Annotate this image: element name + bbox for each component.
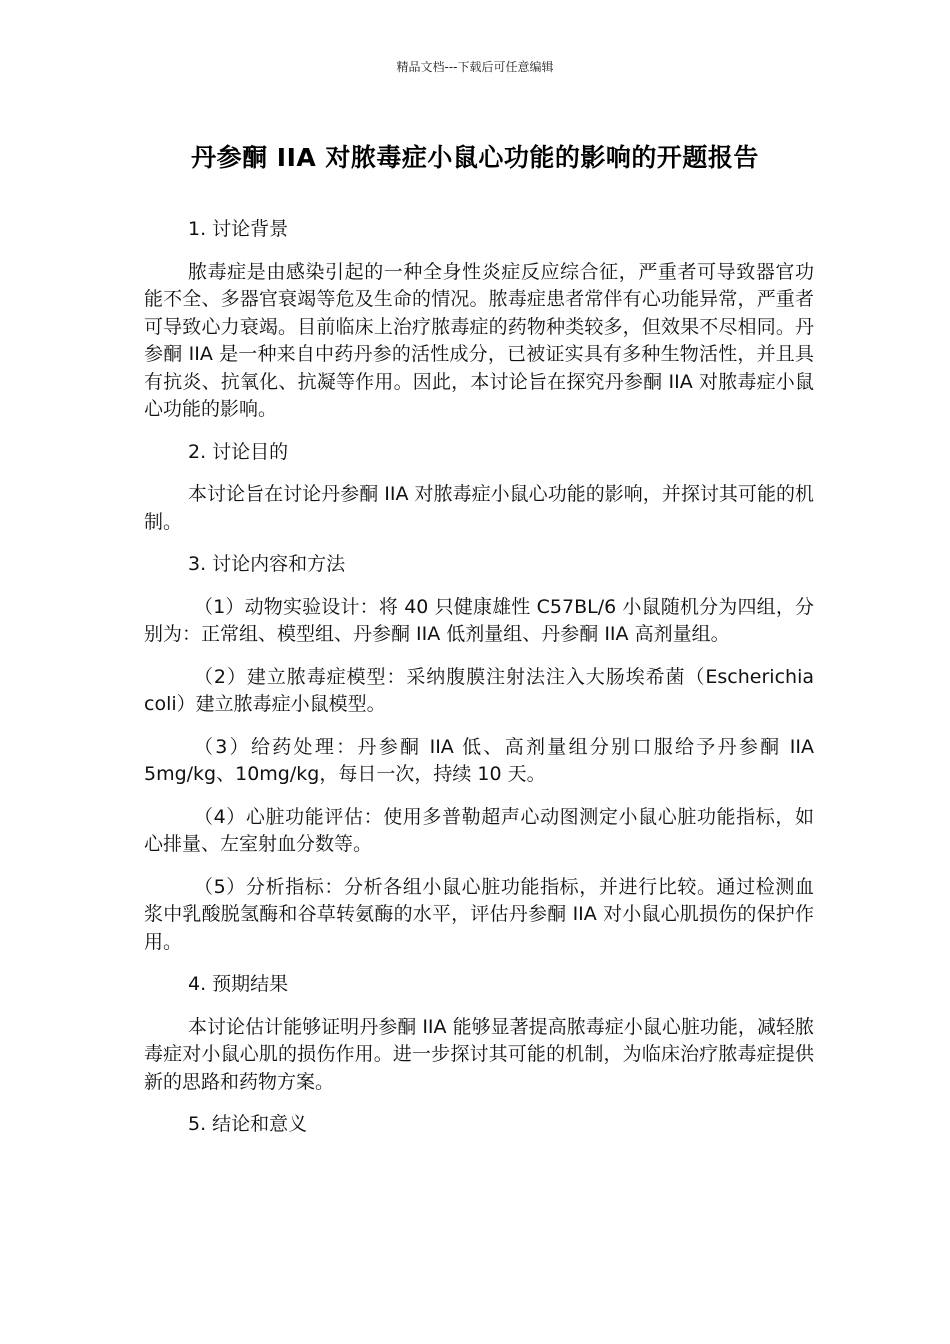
document-title: 丹参酮 IIA 对脓毒症小鼠心功能的影响的开题报告	[191, 143, 759, 172]
section-heading: 4. 预期结果	[188, 973, 289, 995]
paragraph: 本讨论估计能够证明丹参酮 IIA 能够显著提高脓毒症小鼠心脏功能，减轻脓毒症对小鼠心肌的损伤作用。进一步探讨其可能的机制，为临床治疗脓毒症提供新的思路和药物方案。	[144, 1015, 814, 1093]
method-item: （5）分析指标：分析各组小鼠心脏功能指标，并进行比较。通过检测血浆中乳酸脱氢酶和谷草转氨酶的水平，评估丹参酮 IIA 对小鼠心肌损伤的保护作用。	[144, 875, 814, 953]
section-purpose	[144, 439, 814, 537]
paragraph: 脓毒症是由感染引起的一种全身性炎症反应综合征，严重者可导致器官功能不全、多器官衰竭等危及生命的情况。脓毒症患者常伴有心功能异常，严重者可导致心力衰竭。目前临床上治疗脓毒症的药物种类较多，但效果不尽相同。丹参酮 IIA 是一种来自中药丹参的活性成分，已被证实具有多种生物活性，并且具有抗炎、抗氧化、抗凝等作用。因此，本讨论旨在探究丹参酮 IIA 对脓毒症小鼠心功能的影响。	[144, 260, 814, 420]
section-methods	[144, 551, 814, 956]
section-background	[144, 216, 814, 424]
section-heading: 5. 结论和意义	[188, 1113, 308, 1135]
method-item: （2）建立脓毒症模型：采纳腹膜注射法注入大肠埃希菌（Escherichia coli）建立脓毒症小鼠模型。	[144, 665, 814, 715]
section-heading: 3. 讨论内容和方法	[188, 553, 346, 575]
method-item: （4）心脏功能评估：使用多普勒超声心动图测定小鼠心脏功能指标，如心排量、左室射血分数等。	[144, 805, 814, 855]
document-body	[144, 216, 814, 1154]
section-expected-results	[144, 971, 814, 1096]
header-note: 精品文档---下载后可任意编辑	[396, 60, 554, 74]
method-item: （1）动物实验设计：将 40 只健康雄性 C57BL/6 小鼠随机分为四组，分别为：正常组、模型组、丹参酮 IIA 低剂量组、丹参酮 IIA 高剂量组。	[144, 595, 814, 645]
paragraph: 本讨论旨在讨论丹参酮 IIA 对脓毒症小鼠心功能的影响，并探讨其可能的机制。	[144, 483, 814, 533]
section-heading: 1. 讨论背景	[188, 218, 289, 240]
method-item: （3）给药处理：丹参酮 IIA 低、高剂量组分别口服给予丹参酮 IIA 5mg/kg、10mg/kg，每日一次，持续 10 天。	[144, 735, 814, 785]
section-conclusion	[144, 1111, 814, 1139]
section-heading: 2. 讨论目的	[188, 440, 289, 463]
